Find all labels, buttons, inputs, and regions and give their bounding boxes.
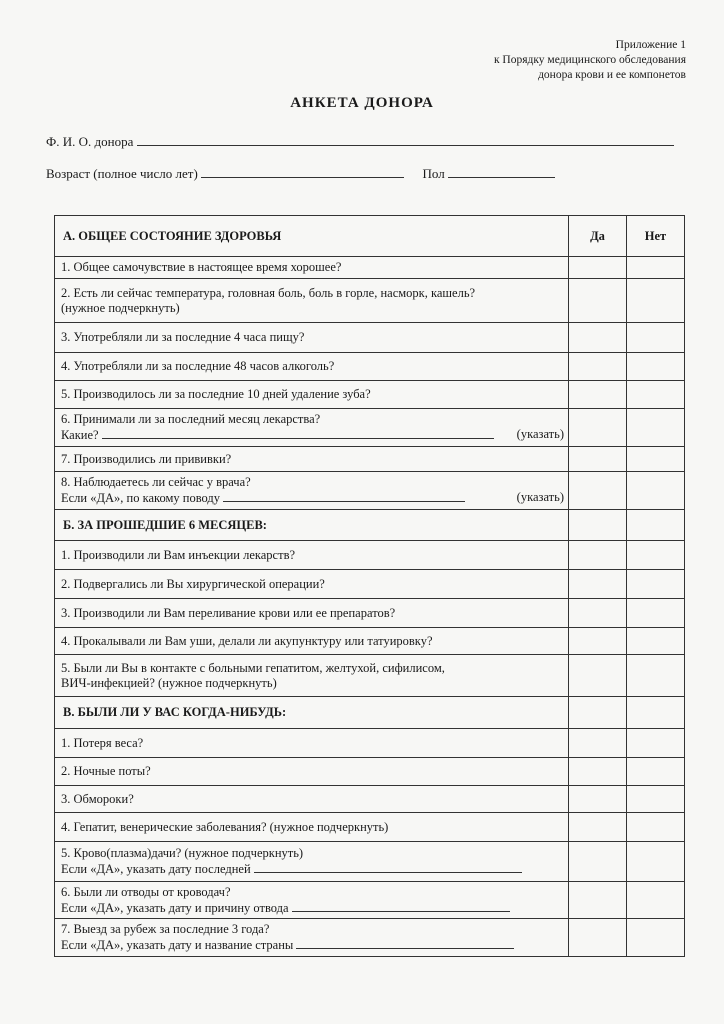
question-c6-prompt: Если «ДА», указать дату и причину отвода xyxy=(61,900,289,915)
sex-label: Пол xyxy=(422,166,445,181)
donor-questionnaire-table xyxy=(54,215,685,957)
question-b1: 1. Производили ли Вам инъекции лекарств? xyxy=(55,541,569,570)
reason-input-line[interactable] xyxy=(223,490,465,502)
section-b-title: Б. ЗА ПРОШЕДШИЕ 6 МЕСЯЦЕВ: xyxy=(55,510,569,541)
question-b2: 2. Подвергались ли Вы хирургической операции? xyxy=(55,570,569,599)
question-c2: 2. Ночные поты? xyxy=(55,758,569,786)
answer-yes-cell[interactable] xyxy=(569,655,627,697)
answer-yes-cell[interactable] xyxy=(569,729,627,758)
section-c-title: В. БЫЛИ ЛИ У ВАС КОГДА-НИБУДЬ: xyxy=(55,697,569,729)
question-c6-line2 xyxy=(61,900,568,916)
question-b5-line2: ВИЧ-инфекцией? (нужное подчеркнуть) xyxy=(61,675,277,690)
answer-no-cell[interactable] xyxy=(627,353,685,381)
question-a8-line1: 8. Наблюдаетесь ли сейчас у врача? xyxy=(61,475,251,489)
answer-no-cell[interactable] xyxy=(627,447,685,472)
question-c7-line2 xyxy=(61,937,568,953)
answer-yes-cell[interactable] xyxy=(569,628,627,655)
answer-yes-cell[interactable] xyxy=(569,381,627,409)
answer-no-cell[interactable] xyxy=(627,323,685,353)
answer-yes-cell[interactable] xyxy=(569,257,627,279)
table-row xyxy=(55,882,685,919)
question-c3: 3. Обмороки? xyxy=(55,786,569,813)
medications-input-line[interactable] xyxy=(102,427,494,439)
answer-yes-cell[interactable] xyxy=(569,279,627,323)
table-row xyxy=(55,409,685,447)
table-row xyxy=(55,758,685,786)
answer-yes-cell[interactable] xyxy=(569,570,627,599)
question-c5-prompt: Если «ДА», указать дату последней xyxy=(61,862,251,876)
answer-no-cell[interactable] xyxy=(627,729,685,758)
fio-input-line[interactable] xyxy=(137,133,674,146)
question-a6-prompt: Какие? xyxy=(61,428,99,442)
table-row xyxy=(55,323,685,353)
answer-no-cell[interactable] xyxy=(627,409,685,447)
age-sex-field xyxy=(46,165,555,182)
table-row xyxy=(55,353,685,381)
answer-yes-cell[interactable] xyxy=(569,919,627,957)
question-a5: 5. Производилось ли за последние 10 дней удаление зуба? xyxy=(55,381,569,409)
table-row xyxy=(55,447,685,472)
question-b5 xyxy=(55,655,569,697)
answer-no-cell[interactable] xyxy=(627,570,685,599)
fio-label: Ф. И. О. донора xyxy=(46,134,134,149)
question-a2-line1: 2. Есть ли сейчас температура, головная боль, боль в горле, насморк, кашель? xyxy=(61,285,476,300)
answer-no-cell[interactable] xyxy=(627,599,685,628)
question-c7 xyxy=(55,919,569,957)
question-a2-line2: (нужное подчеркнуть) xyxy=(61,300,180,315)
question-a4: 4. Употребляли ли за последние 48 часов алкоголь? xyxy=(55,353,569,381)
answer-yes-cell[interactable] xyxy=(569,882,627,919)
answer-no-cell[interactable] xyxy=(627,786,685,813)
section-row xyxy=(55,510,685,541)
age-label: Возраст (полное число лет) xyxy=(46,166,198,181)
appendix-line: к Порядку медицинского обследования xyxy=(493,54,686,66)
answer-no-cell[interactable] xyxy=(627,541,685,570)
answer-no-cell[interactable] xyxy=(627,842,685,882)
answer-yes-cell[interactable] xyxy=(569,447,627,472)
table-row xyxy=(55,541,685,570)
appendix-line: Приложение 1 xyxy=(615,39,686,51)
table-row xyxy=(55,729,685,758)
question-a1: 1. Общее самочувствие в настоящее время хорошее? xyxy=(55,257,569,279)
col-yes-header: Да xyxy=(569,216,627,257)
answer-no-cell[interactable] xyxy=(627,813,685,842)
answer-yes-cell[interactable] xyxy=(569,813,627,842)
table-header-row xyxy=(55,216,685,257)
appendix-note xyxy=(494,38,686,83)
table-row xyxy=(55,813,685,842)
question-b5-line1: 5. Были ли Вы в контакте с больными гепатитом, желтухой, сифилисом, xyxy=(61,660,445,675)
answer-yes-cell[interactable] xyxy=(569,786,627,813)
question-a7: 7. Производились ли прививки? xyxy=(55,447,569,472)
table-row xyxy=(55,655,685,697)
answer-yes-cell[interactable] xyxy=(569,599,627,628)
question-c4: 4. Гепатит, венерические заболевания? (нужное подчеркнуть) xyxy=(55,813,569,842)
question-c1: 1. Потеря веса? xyxy=(55,729,569,758)
answer-no-cell[interactable] xyxy=(627,472,685,510)
question-a8-line2 xyxy=(61,490,568,506)
answer-yes-cell[interactable] xyxy=(569,353,627,381)
answer-no-cell[interactable] xyxy=(627,882,685,919)
table-row xyxy=(55,786,685,813)
answer-yes-cell[interactable] xyxy=(569,323,627,353)
page-title: АНКЕТА ДОНОРА xyxy=(290,95,434,111)
appendix-line: донора крови и ее компонетов xyxy=(538,69,686,81)
table-row xyxy=(55,919,685,957)
answer-no-cell[interactable] xyxy=(627,628,685,655)
table-row xyxy=(55,257,685,279)
sex-input-line[interactable] xyxy=(448,165,555,178)
age-input-line[interactable] xyxy=(201,165,404,178)
col-no-header: Нет xyxy=(627,216,685,257)
answer-no-cell[interactable] xyxy=(627,919,685,957)
question-a8-prompt: Если «ДА», по какому поводу xyxy=(61,491,221,505)
question-b4: 4. Прокалывали ли Вам уши, делали ли акупунктуру или татуировку? xyxy=(55,628,569,655)
answer-yes-cell[interactable] xyxy=(569,758,627,786)
fio-field xyxy=(46,133,674,150)
table-row xyxy=(55,599,685,628)
table-row xyxy=(55,381,685,409)
table-row xyxy=(55,472,685,510)
answer-yes-cell[interactable] xyxy=(569,409,627,447)
question-a2 xyxy=(55,279,569,323)
question-c5-line1: 5. Крово(плазма)дачи? (нужное подчеркнуть) xyxy=(61,846,304,860)
question-a6-line1: 6. Принимали ли за последний месяц лекарства? xyxy=(61,412,321,426)
answer-yes-cell[interactable] xyxy=(569,842,627,882)
specify-note: (указать) xyxy=(516,490,564,504)
last-donation-date-line[interactable] xyxy=(254,861,522,873)
question-c6-line1: 6. Были ли отводы от кроводач? xyxy=(61,884,231,899)
specify-note: (указать) xyxy=(516,427,564,441)
section-row xyxy=(55,697,685,729)
deferral-reason-line[interactable] xyxy=(292,900,510,912)
answer-no-cell[interactable] xyxy=(627,758,685,786)
table-row xyxy=(55,279,685,323)
question-c6 xyxy=(55,882,569,919)
answer-no-cell[interactable] xyxy=(627,257,685,279)
question-a6-line2 xyxy=(61,427,568,443)
answer-no-cell[interactable] xyxy=(627,279,685,323)
question-c7-line1: 7. Выезд за рубеж за последние 3 года? xyxy=(61,922,270,936)
question-a6 xyxy=(55,409,569,447)
table-row xyxy=(55,842,685,882)
question-b3: 3. Производили ли Вам переливание крови или ее препаратов? xyxy=(55,599,569,628)
question-c5-line2 xyxy=(61,861,568,877)
answer-yes-cell[interactable] xyxy=(569,541,627,570)
answer-no-cell[interactable] xyxy=(627,381,685,409)
table-row xyxy=(55,628,685,655)
answer-yes-cell[interactable] xyxy=(569,472,627,510)
travel-country-line[interactable] xyxy=(296,937,514,949)
section-a-title: А. ОБЩЕЕ СОСТОЯНИЕ ЗДОРОВЬЯ xyxy=(55,216,569,257)
question-a3: 3. Употребляли ли за последние 4 часа пищу? xyxy=(55,323,569,353)
question-c5 xyxy=(55,842,569,882)
table-row xyxy=(55,570,685,599)
question-a8 xyxy=(55,472,569,510)
question-c7-prompt: Если «ДА», указать дату и название страны xyxy=(61,938,294,952)
answer-no-cell[interactable] xyxy=(627,655,685,697)
